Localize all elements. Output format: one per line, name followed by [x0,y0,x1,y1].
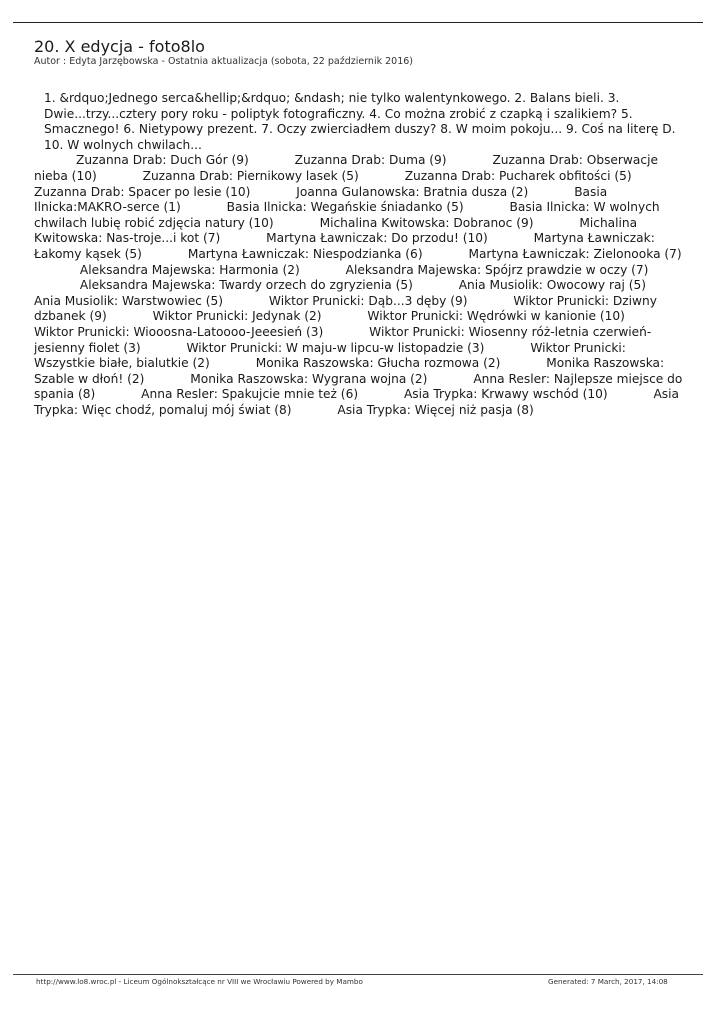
photo-entry: Asia Trypka: Więcej niż pasja (8) [337,402,534,417]
photo-entry: Anna Resler: Najlepsze miejsce do spania (8) [34,371,683,402]
photo-entry: Martyna Ławniczak: Łakomy kąsek (5) [34,231,655,261]
photo-entry: Martyna Ławniczak: Niespodzianka (6) [187,246,423,261]
photo-entry: Martyna Ławniczak: Do przodu! (10) [266,231,488,246]
photo-entry: Basia Ilnicka: Wegańskie śniadanko (5) [226,200,464,215]
photo-entry: Aleksandra Majewska: Spójrz prawdzie w oczy (7) [345,262,649,277]
entry-list [34,153,689,418]
page-title: 20. X edycja - foto8lo [34,37,205,56]
photo-entry: Zuzanna Drab: Duma (9) [294,153,447,168]
photo-entry: Ania Musiolik: Warstwowiec (5) [34,293,224,308]
photo-entry: Basia Ilnicka:MAKRO-serce (1) [34,184,608,215]
photo-entry: Zuzanna Drab: Spacer po lesie (10) [34,184,251,199]
article-byline: Autor : Edyta Jarzębowska - Ostatnia aktualizacja (sobota, 22 październik 2016) [34,56,413,67]
photo-entry: Michalina Kwitowska: Nas-troje...i kot (7) [34,215,638,246]
photo-entry: Anna Resler: Spakujcie mnie też (6) [141,387,359,402]
photo-entry: Basia Ilnicka: W wolnych chwilach lubię robić zdjęcia natury (10) [34,200,660,230]
top-divider [13,22,703,23]
photo-entry: Michalina Kwitowska: Dobranoc (9) [319,215,534,230]
footer-generated-date: Generated: 7 March, 2017, 14:08 [548,977,668,986]
photo-entry: Zuzanna Drab: Obserwacje nieba (10) [34,153,658,183]
photo-entry: Asia Trypka: Krwawy wschód (10) [403,387,608,402]
article-body [34,91,689,418]
photo-entry: Joanna Gulanowska: Bratnia dusza (2) [296,184,529,199]
photo-entry: Wiktor Prunicki: Wiosenny róż-letnia czerwień-jesienny fiolet (3) [34,324,652,355]
topic-list: 1. &rdquo;Jednego serca&hellip;&rdquo; &ndash; nie tylko walentynkowego. 2. Balans bieli. 3. Dwie...trzy...cztery pory roku - poliptyk fotograficzny. 4. Co można zrobić z czapką i szalikiem? 5. Smacznego! 6. Nietypowy prezent. 7. Oczy zwierciadłem duszy? 8. W moim pokoju... 9. Coś na literę D. 10. W wolnych chwilach... [44,91,676,152]
photo-entry: Asia Trypka: Więc chodź, pomaluj mój świat (8) [34,387,680,417]
photo-entry: Wiktor Prunicki: Wędrówki w kanionie (10) [367,309,625,324]
photo-entry: Ania Musiolik: Owocowy raj (5) [458,278,646,293]
bottom-divider [13,974,703,975]
photo-entry: Zuzanna Drab: Piernikowy lasek (5) [142,168,359,183]
photo-entry: Wiktor Prunicki: Jedynak (2) [152,309,322,324]
photo-entry: Wiktor Prunicki: W maju-w lipcu-w listopadzie (3) [186,340,485,355]
photo-entry: Martyna Ławniczak: Zielonooka (7) [468,246,682,261]
photo-entry: Aleksandra Majewska: Harmonia (2) [79,262,300,277]
photo-entry: Wiktor Prunicki: Dziwny dzbanek (9) [34,293,657,324]
photo-entry: Wiktor Prunicki: Wszystkie białe, bialutkie (2) [34,340,626,371]
photo-entry: Wiktor Prunicki: Wiooosna-Latoooo-Jeeesień (3) [34,324,324,339]
photo-entry: Monika Raszowska: Wygrana wojna (2) [190,371,428,386]
photo-entry: Wiktor Prunicki: Dąb...3 dęby (9) [268,293,468,308]
photo-entry: Aleksandra Majewska: Twardy orzech do zgryzienia (5) [79,278,413,293]
footer-site-credit: http://www.lo8.wroc.pl - Liceum Ogólnokształcące nr VIII we Wrocławiu Powered by Mambo [36,977,363,986]
photo-entry: Zuzanna Drab: Duch Gór (9) [76,153,249,168]
photo-entry: Monika Raszowska: Szable w dłoń! (2) [34,356,665,386]
photo-entry: Zuzanna Drab: Pucharek obfitości (5) [404,168,632,183]
photo-entry: Monika Raszowska: Głucha rozmowa (2) [255,356,501,371]
